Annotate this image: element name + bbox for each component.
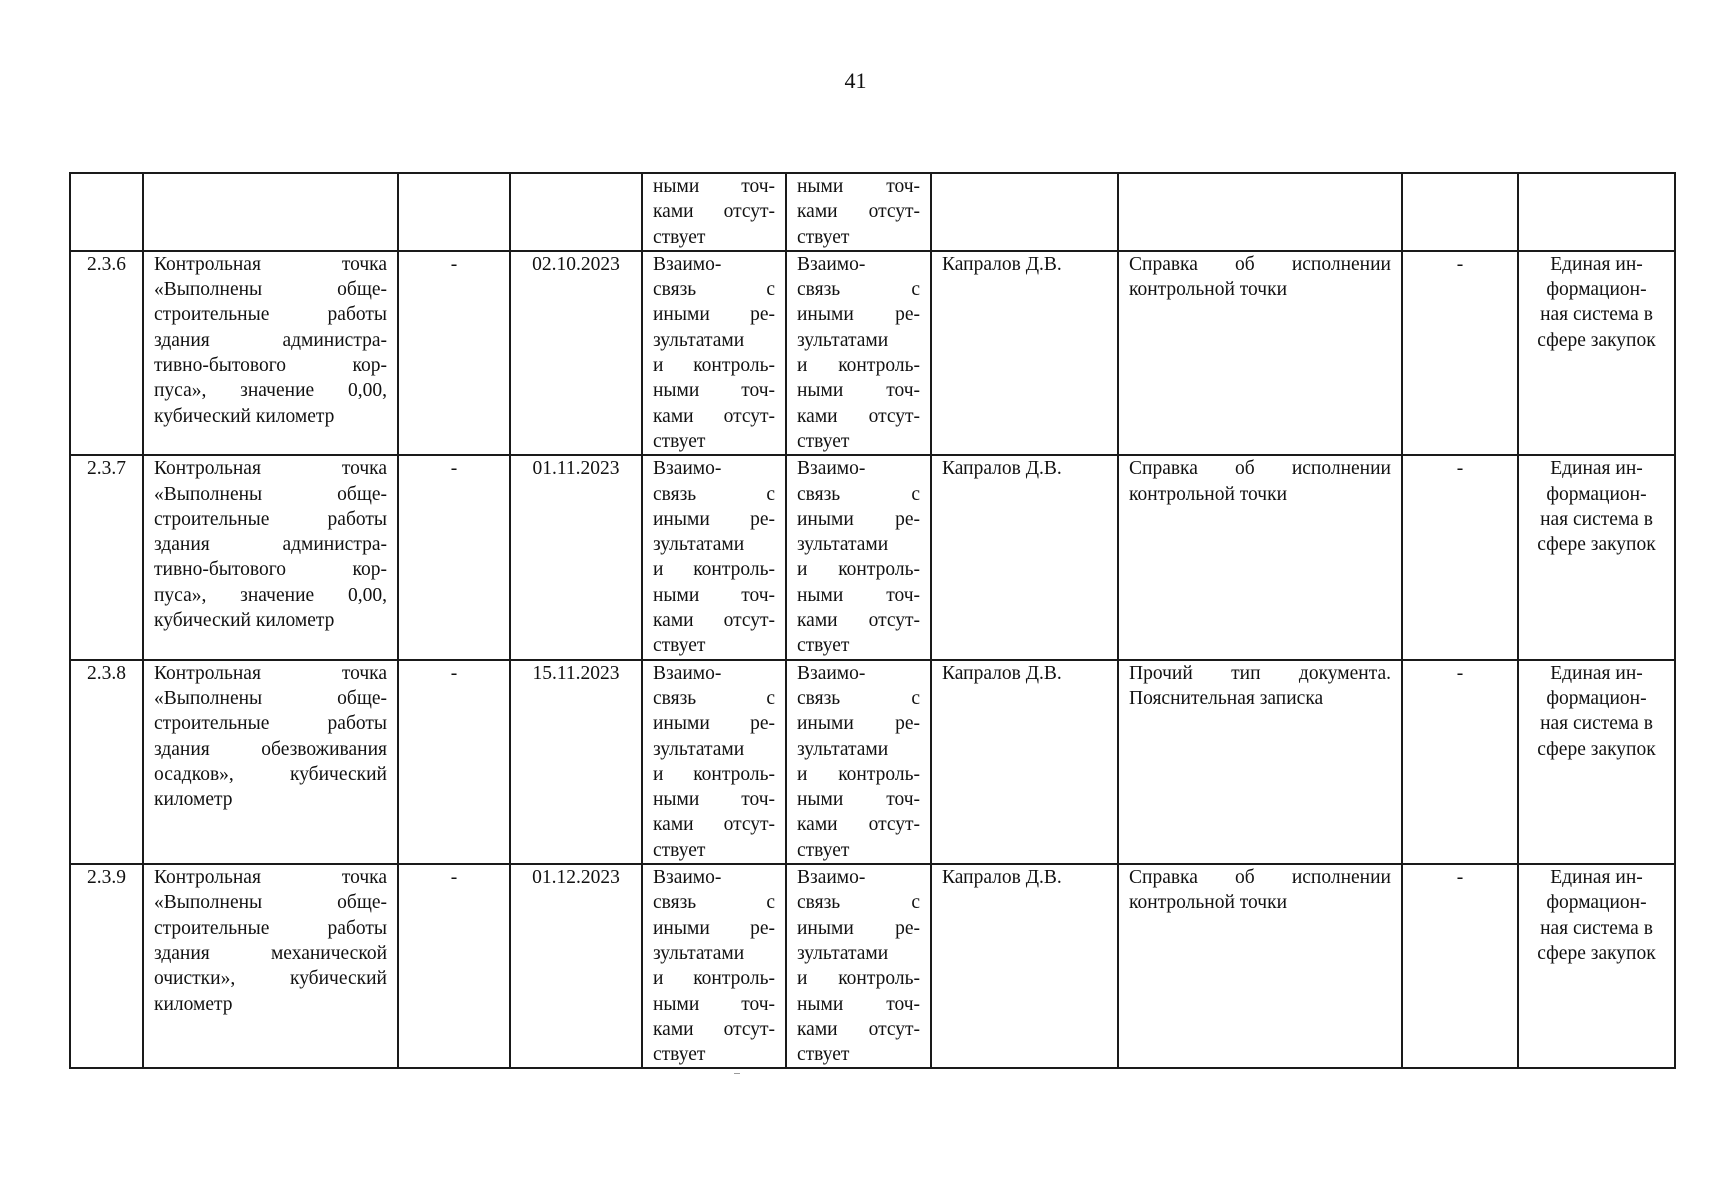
cell-line: ками отсут- [653,405,775,427]
cell-line: и контроль- [653,763,775,785]
baseline-value: - [398,660,510,864]
baseline-value: - [398,251,510,455]
cell-line: ками отсут- [797,201,920,223]
confirming-document [1118,864,1402,1068]
cell-line: тивно-бытового кор- [154,355,387,377]
information-system [1518,864,1675,1068]
cell-line: зультатами [653,738,745,760]
cell-line: иными ре- [797,508,920,530]
cell-line: иными ре- [653,713,775,735]
link-description-a [642,251,786,455]
cell-line: сфере закупок [1537,534,1656,556]
cell-line: Взаимо- [653,253,722,275]
cell-line: ными точ- [653,789,775,811]
cell-line: формацион- [1546,687,1647,709]
confirming-document [1118,660,1402,864]
baseline-value: - [398,864,510,1068]
row-number: 2.3.8 [70,660,143,864]
cell-line: формацион- [1546,483,1647,505]
link-description-a [642,660,786,864]
link-description-b [786,864,931,1068]
cell-line: ствует [797,226,850,248]
cell-line: и контроль- [797,763,920,785]
cell-line: здания механической [154,942,387,964]
cell-line: и контроль- [653,559,775,581]
row-number: 2.3.6 [70,251,143,455]
table-row [70,864,1675,1068]
cell-line: кубический километр [154,610,335,632]
table-body [70,173,1675,1068]
cell-line: Справка об исполнении [1129,867,1391,889]
link-description-b [786,251,931,455]
cell-line: очистки», кубический [154,968,387,990]
cell-line: ствует [797,430,850,452]
confirming-document [1118,455,1402,659]
cell-line: иными ре- [653,304,775,326]
cell-line: Взаимо- [797,867,866,889]
control-point-name [143,660,398,864]
cell-line: Взаимо- [653,458,722,480]
cell-line: ная система в [1540,713,1653,735]
cell-line: пуса», значение 0,00, [154,380,387,402]
cell-line: строительные работы [154,917,387,939]
cell-line: Справка об исполнении [1129,253,1391,275]
cell-line: Взаимо- [797,253,866,275]
cell-line: «Выполнены обще- [154,687,387,709]
cell-line: сфере закупок [1537,942,1656,964]
cell-line: ными точ- [797,176,920,197]
level-value: - [1402,660,1518,864]
cell-line: ствует [797,635,850,657]
cell-line: ными точ- [797,789,920,811]
document-cell [1118,173,1402,251]
cell-line: ствует [653,839,706,861]
cell-line: иными ре- [653,508,775,530]
cell-line: связь с [797,483,920,505]
page-number: 41 [844,68,867,93]
responsible-person: Капралов Д.В. [931,864,1118,1068]
link-description-b [786,455,931,659]
cell-line: сфере закупок [1537,738,1656,760]
cell-line: связь с [797,279,920,301]
due-date: 01.12.2023 [510,864,642,1068]
cell-line: ными точ- [653,993,775,1015]
row-number: 2.3.9 [70,864,143,1068]
baseline-value: - [398,455,510,659]
level-cell [1402,173,1518,251]
information-system [1518,660,1675,864]
cell-line: здания обезвоживания [154,738,387,760]
cell-line: ствует [653,430,706,452]
cell-line: ствует [653,1044,706,1066]
responsible-cell [931,173,1118,251]
cell-line: Единая ин- [1550,662,1643,684]
information-system [1518,251,1675,455]
link-description-b [786,660,931,864]
cell-line: Контрольная точка [154,253,387,275]
cell-line: контрольной точки [1129,892,1288,914]
due-date: 15.11.2023 [510,660,642,864]
control-point-name [143,455,398,659]
cell-line: ствует [797,839,850,861]
responsible-person: Капралов Д.В. [931,251,1118,455]
cell-line: связь с [653,687,775,709]
cell-line: строительные работы [154,508,387,530]
date-cell [510,173,642,251]
cell-line: Единая ин- [1550,253,1643,275]
cell-line: Взаимо- [653,867,722,889]
responsible-person: Капралов Д.В. [931,660,1118,864]
cell-line: Взаимо- [653,662,722,684]
cell-line: ными точ- [797,380,920,402]
cell-line: ками отсут- [653,610,775,632]
link-description-a [642,864,786,1068]
cell-line: строительные работы [154,713,387,735]
due-date: 01.11.2023 [510,455,642,659]
cell-line: здания администра- [154,534,387,556]
cell-line: формацион- [1546,279,1647,301]
level-value: - [1402,455,1518,659]
cell-line: Взаимо- [797,662,866,684]
cell-line: зультатами [797,738,889,760]
cell-line: тивно-бытового кор- [154,559,387,581]
control-point-name [143,251,398,455]
cell-line: иными ре- [653,917,775,939]
cell-line: и контроль- [797,355,920,377]
cell-line: ками отсут- [797,1018,920,1040]
cell-line: Взаимо- [797,458,866,480]
cell-line: зультатами [653,534,745,556]
cell-line: ками отсут- [653,1018,775,1040]
cell-line: «Выполнены обще- [154,279,387,301]
cell-line: связь с [653,483,775,505]
cell-line: «Выполнены обще- [154,892,387,914]
cell-line: ными точ- [797,993,920,1015]
cell-line: ная система в [1540,304,1653,326]
level-value: - [1402,864,1518,1068]
control-point-name [143,864,398,1068]
cell-line: ная система в [1540,508,1653,530]
link-cell-a [642,173,786,251]
cell-line: зультатами [797,329,889,351]
cell-line: зультатами [797,534,889,556]
cell-line: ными точ- [653,176,775,197]
cell-line: и контроль- [797,559,920,581]
continuation-row [70,173,1675,251]
cell-line: здания администра- [154,329,387,351]
cell-line: сфере закупок [1537,329,1656,351]
cell-line: контрольной точки [1129,279,1288,301]
due-date: 02.10.2023 [510,251,642,455]
cell-line: ная система в [1540,917,1653,939]
cell-line: осадков», кубический [154,763,387,785]
cell-line: иными ре- [797,917,920,939]
baseline-cell [398,173,510,251]
cell-line: ными точ- [653,380,775,402]
cell-line: Пояснительная записка [1129,687,1324,709]
cell-line: зультатами [653,329,745,351]
cell-line: связь с [653,892,775,914]
cell-line: Прочий тип документа. [1129,662,1391,684]
cell-line: ками отсут- [797,610,920,632]
confirming-document [1118,251,1402,455]
cell-line: Единая ин- [1550,458,1643,480]
link-description-a [642,455,786,659]
cell-line: связь с [797,687,920,709]
cell-line: и контроль- [653,968,775,990]
cell-line: ными точ- [797,584,920,606]
responsible-person: Капралов Д.В. [931,455,1118,659]
cell-line: Контрольная точка [154,458,387,480]
cell-line: Единая ин- [1550,867,1643,889]
table-row [70,660,1675,864]
cell-line: ными точ- [653,584,775,606]
cell-line: зультатами [797,942,889,964]
cell-line: зультатами [653,942,745,964]
cell-line: Справка об исполнении [1129,458,1391,480]
cell-line: километр [154,993,233,1015]
cell-line: связь с [653,279,775,301]
cell-line: ками отсут- [797,814,920,836]
level-value: - [1402,251,1518,455]
cell-line: связь с [797,892,920,914]
name-cell [143,173,398,251]
cell-line: ками отсут- [653,814,775,836]
cell-line: кубический километр [154,405,335,427]
cell-line: и контроль- [797,968,920,990]
scan-speck [734,1073,740,1074]
cell-line: Контрольная точка [154,867,387,889]
system-cell [1518,173,1675,251]
cell-line: ками отсут- [653,201,775,223]
link-cell-b [786,173,931,251]
number-cell [70,173,143,251]
cell-line: ками отсут- [797,405,920,427]
table-row [70,455,1675,659]
cell-line: формацион- [1546,892,1647,914]
table-row [70,251,1675,455]
cell-line: строительные работы [154,304,387,326]
cell-line: и контроль- [653,355,775,377]
cell-line: ствует [653,226,706,248]
cell-line: Контрольная точка [154,662,387,684]
information-system [1518,455,1675,659]
row-number: 2.3.7 [70,455,143,659]
cell-line: ствует [653,635,706,657]
cell-line: пуса», значение 0,00, [154,584,387,606]
cell-line: иными ре- [797,713,920,735]
cell-line: километр [154,789,233,811]
cell-line: ствует [797,1044,850,1066]
control-points-table [69,172,1676,1069]
cell-line: «Выполнены обще- [154,483,387,505]
cell-line: контрольной точки [1129,483,1288,505]
cell-line: иными ре- [797,304,920,326]
